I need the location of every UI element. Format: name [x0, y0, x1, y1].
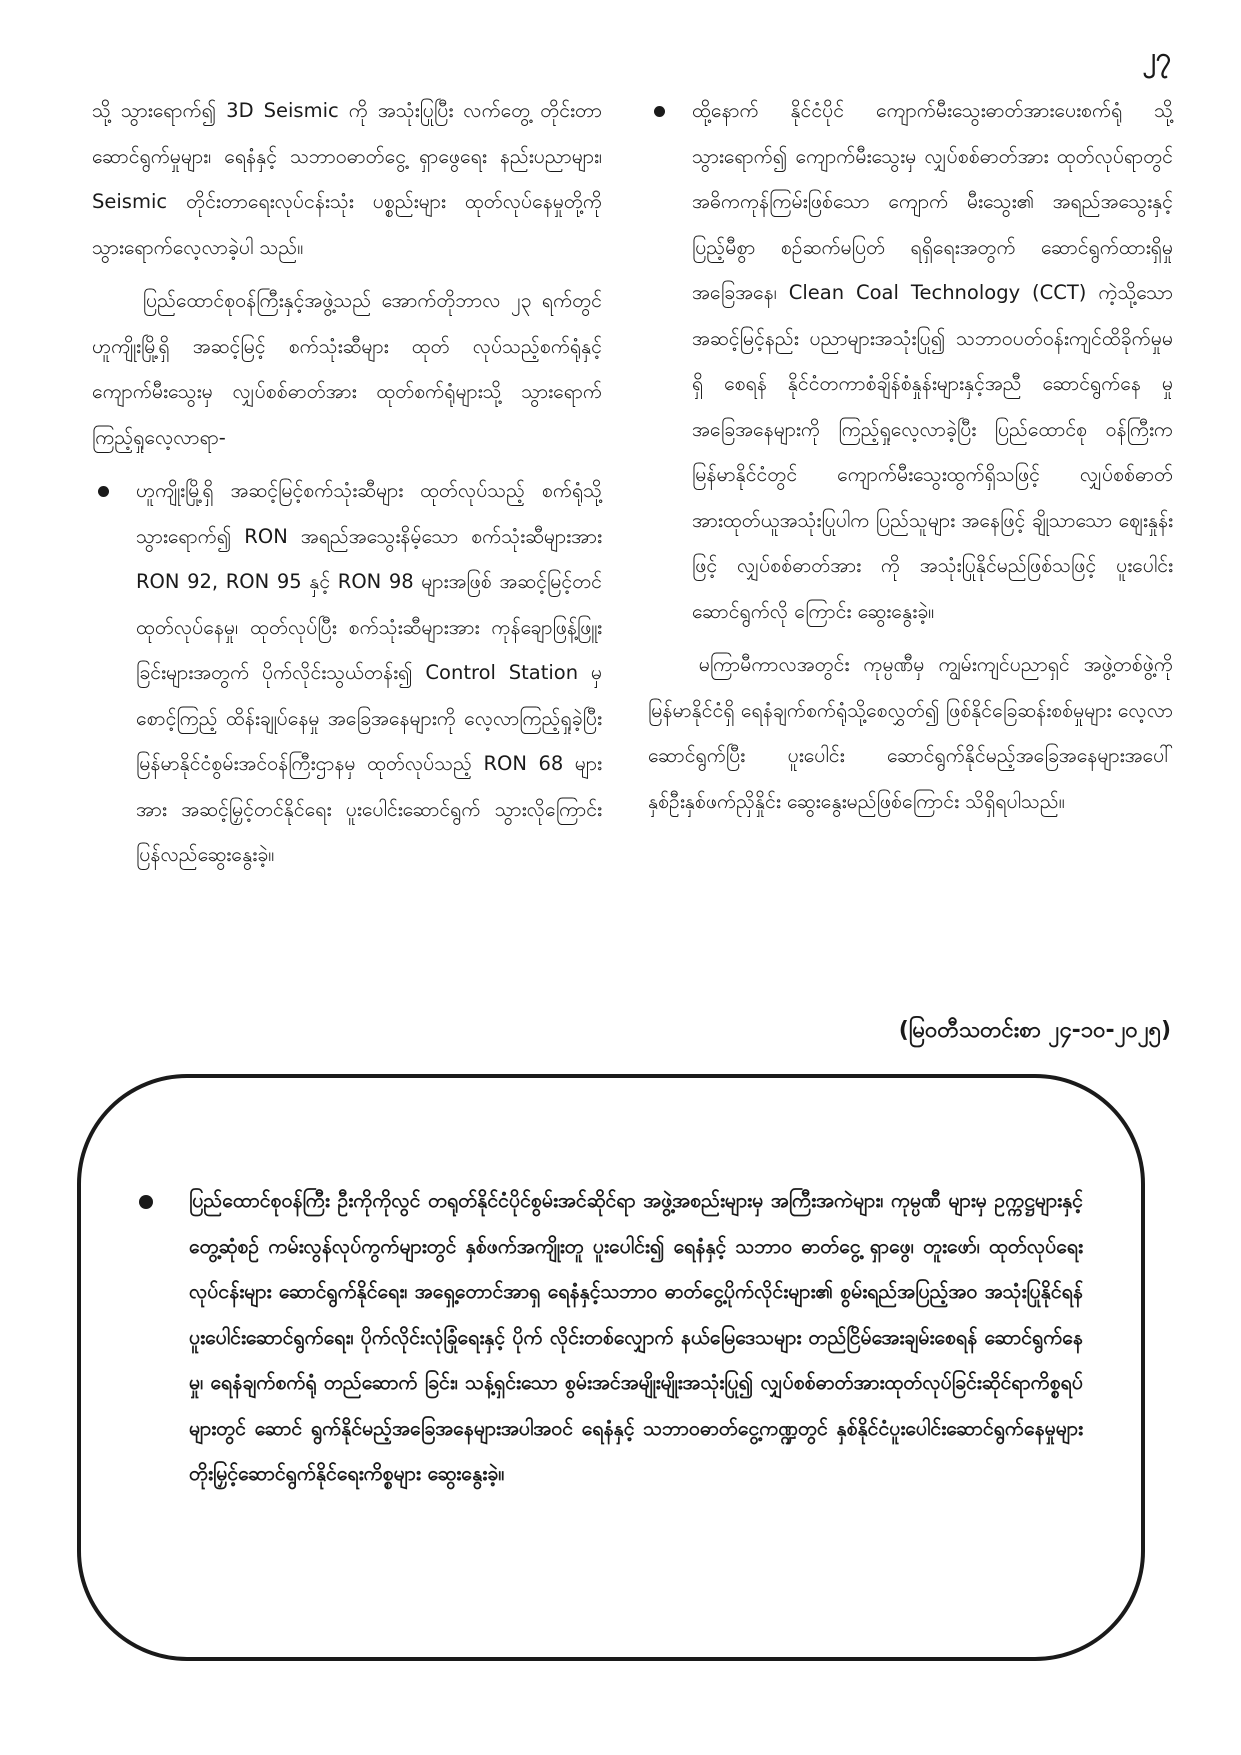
summary-bullet — [139, 1178, 1083, 1497]
paragraph-visit-intro: ပြည်ထောင်စုဝန်ကြီးနှင့်အဖွဲ့သည် အောက်တိုဘာလ ၂၃ ရက်တွင် ဟူကျိုးမြို့ရှိ အဆင့်မြင့် စက်သုံးဆီများ ထုတ် လုပ်သည့်စက်ရုံနှင့် ကျောက်မီးသွေးမှ လျှပ်စစ်ဓာတ်အား ထုတ်စက်ရုံများသို့ သွားရောက်ကြည့်ရှုလေ့လာရာ- — [92, 289, 602, 449]
paragraph-seismic: သို့ သွားရောက်၍ 3D Seismic ကို အသုံးပြုပြီး လက်တွေ့ တိုင်းတာဆောင်ရွက်မှုများ၊ ရေနံနှင့် သဘာဝဓာတ်ငွေ့ ရှာဖွေရေး နည်းပညာများ၊ Seismic တိုင်းတာရေးလုပ်ငန်းသုံး ပစ္စည်းများ ထုတ်လုပ်နေမှုတို့ကို သွားရောက်လေ့လာခဲ့ပါ သည်။ — [92, 99, 602, 259]
bullet-item-coal-power — [648, 88, 1173, 634]
summary-box — [77, 1074, 1145, 1661]
bullet-text: ထို့နောက် နိုင်ငံပိုင် ကျောက်မီးသွေးဓာတ်အားပေးစက်ရုံ သို့သွားရောက်၍ ကျောက်မီးသွေးမှ လျှပ်စစ်ဓာတ်အား ထုတ်လုပ်ရာတွင် အဓိကကုန်ကြမ်းဖြစ်သော ကျောက် မီးသွေး၏ အရည်အသွေးနှင့်ပြည့်မီစွာ စဉ်ဆက်မပြတ် ရရှိရေးအတွက် ဆောင်ရွက်ထားရှိမှုအခြေအနေ၊ Clean Coal Technology (CCT) ကဲ့သို့သော အဆင့်မြင့်နည်း ပညာများအသုံးပြု၍ သဘာဝပတ်ဝန်းကျင်ထိခိုက်မှုမရှိ စေရန် နိုင်ငံတကာစံချိန်စံနှုန်းများနှင့်အညီ ဆောင်ရွက်နေ မှုအခြေအနေများကို ကြည့်ရှုလေ့လာခဲ့ပြီး ပြည်ထောင်စု ဝန်ကြီးက မြန်မာနိုင်ငံတွင် ကျောက်မီးသွေးထွက်ရှိသဖြင့် လျှပ်စစ်ဓာတ်အားထုတ်ယူအသုံးပြုပါက ပြည်သူများ အနေဖြင့် ချိုသာသော ဈေးနှုန်းဖြင့် လျှပ်စစ်ဓာတ်အား ကို အသုံးပြုနိုင်မည်ဖြစ်သဖြင့် ပူးပေါင်းဆောင်ရွက်လို ကြောင်း ဆွေးနွေးခဲ့။ — [692, 99, 1173, 623]
bullet-dot-icon — [654, 106, 665, 117]
page-number: ၂၇ — [1142, 42, 1171, 73]
right-column — [648, 88, 1173, 832]
bullet-item-fuel-refinery — [92, 468, 602, 878]
bullet-text: ဟူကျိုးမြို့ရှိ အဆင့်မြင့်စက်သုံးဆီများ ထုတ်လုပ်သည့် စက်ရုံသို့ သွားရောက်၍ RON အရည်အသွေးနိမ့်သော စက်သုံးဆီများအား RON 92, RON 95 နှင့် RON 98 များအဖြစ် အဆင့်မြင့်တင်ထုတ်လုပ်နေမှု၊ ထုတ်လုပ်ပြီး စက်သုံးဆီများအား ကုန်ချောဖြန့်ဖြူးခြင်းများအတွက် ပိုက်လိုင်းသွယ်တန်း၍ Control Station မှ စောင့်ကြည့် ထိန်းချုပ်နေမှု အခြေအနေများကို လေ့လာကြည့်ရှုခဲ့ပြီး မြန်မာနိုင်ငံစွမ်းအင်ဝန်ကြီးဌာနမှ ထုတ်လုပ်သည့် RON 68 များအား အဆင့်မြှင့်တင်နိုင်ရေး ပူးပေါင်းဆောင်ရွက် သွားလိုကြောင်း ပြန်လည်ဆွေးနွေးခဲ့။ — [136, 479, 602, 866]
summary-bullet-text: ပြည်ထောင်စုဝန်ကြီး ဦးကိုကိုလွင် တရုတ်နိုင်ငံပိုင်စွမ်းအင်ဆိုင်ရာ အဖွဲ့အစည်းများမှ အကြီးအကဲများ၊ ကုမ္ပဏီ များမှ ဥက္ကဋ္ဌများနှင့်တွေ့ဆုံစဉ် ကမ်းလွန်လုပ်ကွက်များတွင် နှစ်ဖက်အကျိုးတူ ပူးပေါင်း၍ ရေနံနှင့် သဘာဝ ဓာတ်ငွေ့ ရှာဖွေ၊ တူးဖော်၊ ထုတ်လုပ်ရေးလုပ်ငန်းများ ဆောင်ရွက်နိုင်ရေး၊ အရှေ့တောင်အာရှ ရေနံနှင့်သဘာဝ ဓာတ်ငွေ့ပိုက်လိုင်းများ၏ စွမ်းရည်အပြည့်အဝ အသုံးပြုနိုင်ရန် ပူးပေါင်းဆောင်ရွက်ရေး၊ ပိုက်လိုင်းလုံခြုံရေးနှင့် ပိုက် လိုင်းတစ်လျှောက် နယ်မြေဒေသများ တည်ငြိမ်အေးချမ်းစေရန် ဆောင်ရွက်နေမှု၊ ရေနံချက်စက်ရုံ တည်ဆောက် ခြင်း၊ သန့်ရှင်းသော စွမ်းအင်အမျိုးမျိုးအသုံးပြု၍ လျှပ်စစ်ဓာတ်အားထုတ်လုပ်ခြင်းဆိုင်ရာကိစ္စရပ်များတွင် ဆောင် ရွက်နိုင်မည့်အခြေအနေများအပါအဝင် ရေနံနှင့် သဘာဝဓာတ်ငွေ့ကဏ္ဍတွင် နှစ်နိုင်ငံပူးပေါင်းဆောင်ရွက်နေမှုများ တိုးမြှင့်ဆောင်ရွက်နိုင်ရေးကိစ္စများ ဆွေးနွေးခဲ့။ — [189, 1189, 1083, 1485]
bullet-dot-icon — [98, 486, 109, 497]
paragraph-expert-team: မကြာမီကာလအတွင်း ကုမ္ပဏီမှ ကျွမ်းကျင်ပညာရှင် အဖွဲ့တစ်ဖွဲ့ကို မြန်မာနိုင်ငံရှိ ရေနံချက်စက်ရုံသို့စေလွှတ်၍ ဖြစ်နိုင်ခြေဆန်းစစ်မှုများ လေ့လာဆောင်ရွက်ပြီး ပူးပေါင်း ဆောင်ရွက်နိုင်မည့်အခြေအနေများအပေါ် နှစ်ဦးနှစ်ဖက်ညှိနှိုင်း ဆွေးနွေးမည်ဖြစ်ကြောင်း သိရှိရပါသည်။ — [648, 653, 1173, 813]
source-credit: (မြဝတီသတင်းစာ ၂၄-၁၀-၂၀၂၅) — [898, 1018, 1171, 1043]
bullet-dot-icon — [139, 1195, 153, 1209]
left-column — [92, 88, 602, 886]
